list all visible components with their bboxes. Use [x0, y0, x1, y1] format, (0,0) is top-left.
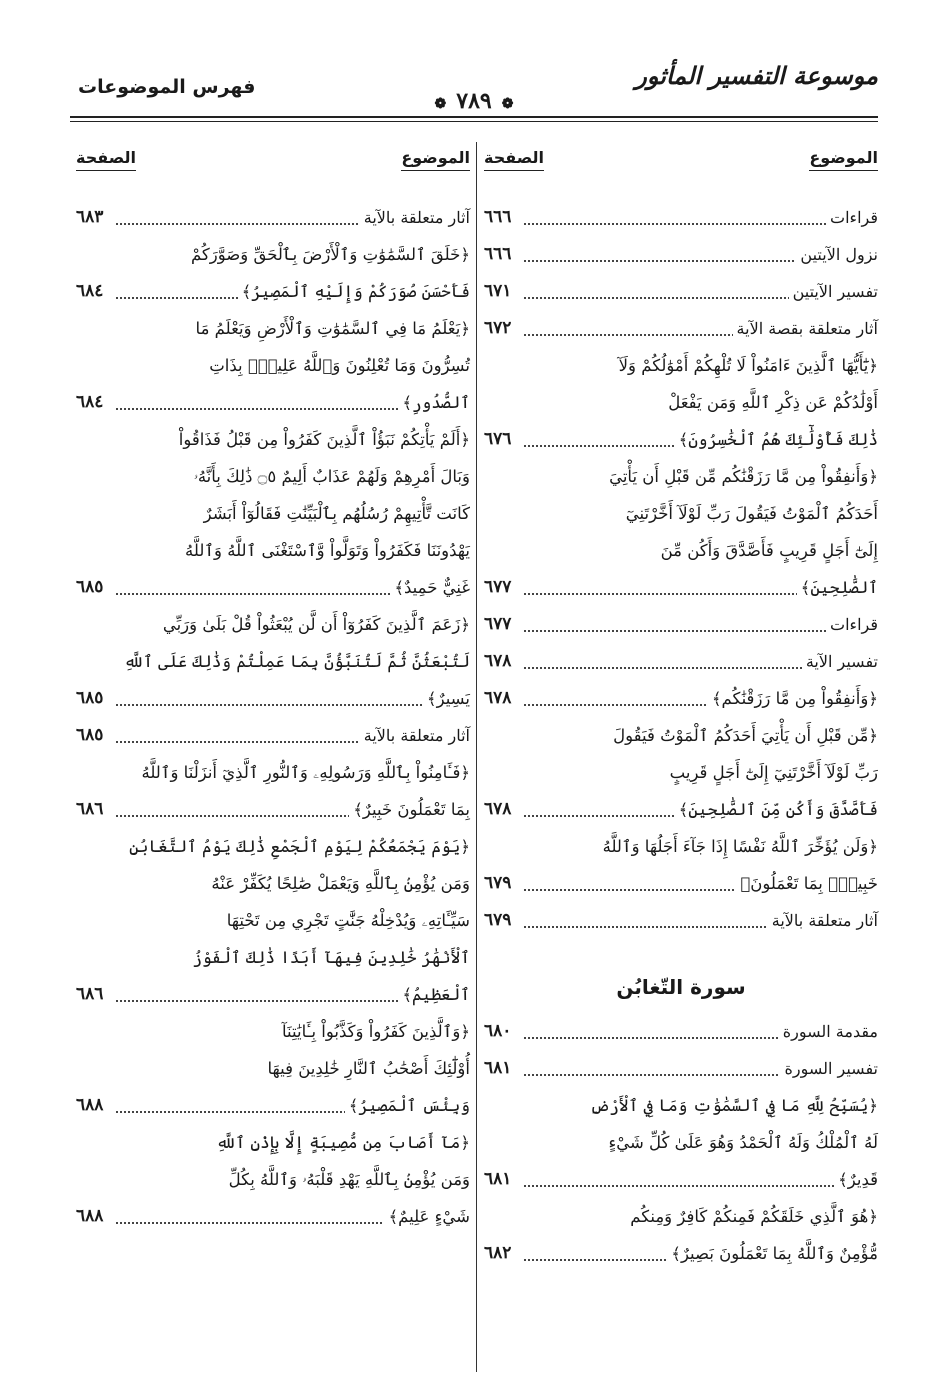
entry-text: أَحَدَكُمُ ٱلْمَوْتُ فَيَقُولَ رَبِّ لَوْلَآ أَخَّرْتَنِيٓ — [625, 504, 878, 523]
entry-page-number: ٦٨١ — [484, 1161, 514, 1198]
verse-line — [484, 347, 878, 384]
ornament-icon: ❁ — [434, 96, 447, 112]
surah-heading — [484, 939, 878, 1013]
entry-text: تفسير الآية — [802, 643, 878, 680]
entry-page-number: ٦٨٥ — [76, 717, 106, 754]
entry-page-number: ٦٨٦ — [76, 976, 106, 1013]
verse-line — [76, 976, 470, 1013]
verse-line — [76, 828, 470, 865]
verse-line — [484, 1235, 878, 1272]
entry-text: ٱلصُّدُورِ﴾ — [398, 384, 470, 421]
entry-page-number: ٦٧٧ — [484, 569, 514, 606]
entry-text: وَمَن يُؤْمِنۢ بِٱللَّهِ يَهْدِ قَلْبَهُۥ وَٱللَّهُ بِكُلِّ — [228, 1170, 470, 1189]
entry-page-number: ٦٨٨ — [76, 1198, 106, 1235]
page-header — [70, 62, 878, 142]
entry-page-number: ٦٧٦ — [484, 421, 514, 458]
surah-title: سورة التّغابُن — [616, 975, 746, 999]
entry-text: خَبِيرُۢ بِمَا تَعْمَلُونَ﴾ — [736, 865, 878, 902]
entry-text: ﴿وَأَنفِقُواْ مِن مَّا رَزَقْنَٰكُم مِّن قَبْلِ أَن يَأْتِيَ — [609, 467, 878, 486]
index-entry — [484, 1013, 878, 1050]
entry-text: آثار متعلقة بالآية — [768, 902, 878, 939]
verse-line — [76, 754, 470, 791]
series-title: موسوعة التفسير المأثور — [635, 62, 878, 90]
verse-line — [484, 458, 878, 495]
entry-page-number: ٦٨١ — [484, 1050, 514, 1087]
entry-text: ﴿يُسَبِّحُ لِلَّهِ مَا فِي ٱلسَّمَٰوَٰتِ وَمَا فِي ٱلْأَرْضِ — [589, 1096, 878, 1115]
entry-text: غَنِيٌّ حَمِيدٌ﴾ — [390, 569, 470, 606]
entry-text: ﴿مَآ أَصَابَ مِن مُّصِيبَةٍ إِلَّا بِإِذْنِ ٱللَّهِ — [216, 1133, 470, 1152]
entry-page-number: ٦٨٦ — [76, 791, 106, 828]
entry-text: آثار متعلقة بالآية — [360, 199, 470, 236]
verse-line — [76, 1161, 470, 1198]
verse-line — [76, 606, 470, 643]
entry-text: ﴿وَٱلَّذِينَ كَفَرُواْ وَكَذَّبُواْ بِـَٔايَٰتِنَآ — [282, 1022, 470, 1041]
entry-text: ﴿أَلَمْ يَأْتِكُمْ نَبَؤُاْ ٱلَّذِينَ كَفَرُواْ مِن قَبْلُ فَذَاقُواْ — [178, 430, 470, 449]
verse-line — [76, 421, 470, 458]
verse-line — [76, 902, 470, 939]
right-column — [484, 142, 878, 1272]
verse-line — [484, 495, 878, 532]
verse-line — [484, 680, 878, 717]
entry-text: ﴿زَعَمَ ٱلَّذِينَ كَفَرُوٓاْ أَن لَّن يُبْعَثُواْ قُلْ بَلَىٰ وَرَبِّي — [162, 615, 470, 634]
entry-text: فَأَحْسَنَ صُوَرَكُمْ وَإِلَيْهِ ٱلْمَصِيرُ﴾ — [238, 273, 470, 310]
index-entry — [484, 310, 878, 347]
verse-line — [484, 384, 878, 421]
verse-line — [76, 347, 470, 384]
verse-line — [484, 421, 878, 458]
entry-text: تفسير الآيتين — [789, 273, 878, 310]
ornament-icon: ❁ — [501, 96, 514, 112]
topic-label: الموضوع — [401, 148, 470, 171]
entry-page-number: ٦٨٠ — [484, 1013, 514, 1050]
verse-line — [76, 1013, 470, 1050]
entry-text: يَسِيرٌ﴾ — [423, 680, 470, 717]
column-header — [484, 142, 878, 182]
index-entry — [484, 273, 878, 310]
entry-page-number: ٦٧٨ — [484, 643, 514, 680]
verse-line — [76, 791, 470, 828]
entry-text: ٱلْعَظِيمُ﴾ — [398, 976, 470, 1013]
entry-text: نزول الآيتين — [796, 236, 878, 273]
index-entry — [484, 606, 878, 643]
entry-text: شَيْءٍ عَلِيمٌ﴾ — [384, 1198, 470, 1235]
verse-line — [484, 1087, 878, 1124]
index-entry — [76, 717, 470, 754]
entry-page-number: ٦٨٥ — [76, 569, 106, 606]
verse-line — [484, 1124, 878, 1161]
entry-text: وَمَن يُؤْمِنۢ بِٱللَّهِ وَيَعْمَلْ صَٰلِحًا يُكَفِّرْ عَنْهُ — [211, 874, 470, 893]
verse-line — [76, 310, 470, 347]
entry-text: قراءات — [826, 606, 878, 643]
verse-line — [76, 236, 470, 273]
column-divider — [476, 142, 477, 1372]
index-entry — [76, 199, 470, 236]
entry-text: تفسير السورة — [780, 1050, 878, 1087]
entry-page-number: ٦٨٤ — [76, 384, 106, 421]
page-label: الصفحة — [484, 148, 544, 171]
index-entry — [484, 643, 878, 680]
entry-text: كَانَت تَّأْتِيهِمْ رُسُلُهُم بِٱلْبَيِّنَٰتِ فَقَالُوٓاْ أَبَشَرٌ — [203, 504, 470, 523]
verse-line — [76, 643, 470, 680]
entry-text: ﴿يَٰٓأَيُّهَا ٱلَّذِينَ ءَامَنُواْ لَا تُلْهِكُمْ أَمْوَٰلُكُمْ وَلَآ — [618, 356, 878, 375]
entry-page-number: ٦٨٤ — [76, 273, 106, 310]
verse-line — [484, 828, 878, 865]
entry-text: تُسِرُّونَ وَمَا تُعْلِنُونَ وَٱللَّهُ عَلِيمُۢ بِذَاتِ — [209, 356, 470, 375]
entry-text: قَدِيرٌ﴾ — [834, 1161, 878, 1198]
entry-page-number: ٦٧٧ — [484, 606, 514, 643]
entry-text: آثار متعلقة بقصة الآية — [733, 310, 878, 347]
entry-text: سَيِّـَٔاتِهِۦ وَيُدْخِلْهُ جَنَّٰتٍ تَجْرِي مِن تَحْتِهَا — [226, 911, 470, 930]
verse-line — [484, 717, 878, 754]
entry-text: ﴿وَأَنفِقُواْ مِن مَّا رَزَقْنَٰكُم﴾ — [708, 680, 878, 717]
entry-page-number: ٦٦٦ — [484, 236, 514, 273]
entry-text: قراءات — [826, 199, 878, 236]
entry-text: ﴿هُوَ ٱلَّذِي خَلَقَكُمْ فَمِنكُمْ كَافِرٌ وَمِنكُم — [630, 1207, 878, 1226]
entry-text: فَأَصَّدَّقَ وَأَكُن مِّنَ ٱلصَّٰلِحِينَ﴾ — [675, 791, 878, 828]
entry-text: وَبَالَ أَمْرِهِمْ وَلَهُمْ عَذَابٌ أَلِيمٌ ۝٥ ذَٰلِكَ بِأَنَّهُۥ — [193, 467, 470, 486]
verse-line — [76, 939, 470, 976]
verse-line — [76, 569, 470, 606]
verse-line — [484, 865, 878, 902]
column-header — [76, 142, 470, 182]
entry-page-number: ٦٧٢ — [484, 310, 514, 347]
page-label: الصفحة — [76, 148, 136, 171]
verse-line — [484, 1161, 878, 1198]
entry-text: مُّؤْمِنٌ وَٱللَّهُ بِمَا تَعْمَلُونَ بَصِيرٌ﴾ — [667, 1235, 878, 1272]
verse-line — [484, 791, 878, 828]
entry-text: أُوْلَٰٓئِكَ أَصْحَٰبُ ٱلنَّارِ خَٰلِدِينَ فِيهَا — [267, 1059, 470, 1078]
entry-text: ٱلصَّٰلِحِينَ﴾ — [797, 569, 878, 606]
entry-page-number: ٦٨٥ — [76, 680, 106, 717]
entry-text: ﴿وَلَن يُؤَخِّرَ ٱللَّهُ نَفْسًا إِذَا جَآءَ أَجَلُهَا وَٱللَّهُ — [602, 837, 878, 856]
index-entry — [484, 236, 878, 273]
entry-page-number: ٦٧٩ — [484, 902, 514, 939]
verse-line — [76, 384, 470, 421]
verse-line — [484, 754, 878, 791]
entry-page-number: ٦٧١ — [484, 273, 514, 310]
entry-text: يَهْدُونَنَا فَكَفَرُواْ وَتَوَلَّواْ وَّٱسْتَغْنَى ٱللَّهُ وَٱللَّهُ — [185, 541, 470, 560]
topic-label: الموضوع — [809, 148, 878, 171]
entry-page-number: ٦٨٢ — [484, 1235, 514, 1272]
entry-text: ﴿فَـَٔامِنُواْ بِٱللَّهِ وَرَسُولِهِۦ وَٱلنُّورِ ٱلَّذِيٓ أَنزَلْنَا وَٱللَّهُ — [141, 763, 470, 782]
verse-line — [76, 532, 470, 569]
entry-page-number: ٦٧٩ — [484, 865, 514, 902]
entry-text: مقدمة السورة — [779, 1013, 878, 1050]
entry-text: ذَٰلِكَ فَأُوْلَٰٓئِكَ هُمُ ٱلْخَٰسِرُونَ﴾ — [675, 421, 878, 458]
index-entry — [484, 902, 878, 939]
entry-text: لَهُ ٱلْمُلْكُ وَلَهُ ٱلْحَمْدُ وَهُوَ عَلَىٰ كُلِّ شَيْءٍ — [608, 1133, 878, 1152]
index-entry — [484, 199, 878, 236]
index-entry — [484, 1050, 878, 1087]
verse-line — [76, 1198, 470, 1235]
entry-text: ﴿مِّن قَبْلِ أَن يَأْتِيَ أَحَدَكُمُ ٱلْمَوْتُ فَيَقُولَ — [613, 726, 878, 745]
entry-text: أَوْلَٰدُكُمْ عَن ذِكْرِ ٱللَّهِ وَمَن يَفْعَلْ — [668, 393, 878, 412]
verse-line — [484, 1198, 878, 1235]
entry-text: ﴿خَلَقَ ٱلسَّمَٰوَٰتِ وَٱلْأَرْضَ بِٱلْحَقِّ وَصَوَّرَكُمْ — [190, 245, 470, 264]
entry-page-number: ٦٧٨ — [484, 680, 514, 717]
entry-text: ﴿يَعْلَمُ مَا فِي ٱلسَّمَٰوَٰتِ وَٱلْأَرْضِ وَيَعْلَمُ مَا — [195, 319, 470, 338]
entry-text: ٱلْأَنْهَٰرُ خَٰلِدِينَ فِيهَآ أَبَدًا ذَٰلِكَ ٱلْفَوْزُ — [192, 948, 470, 967]
verse-line — [76, 273, 470, 310]
verse-line — [76, 1124, 470, 1161]
page-number-text: ٧٨٩ — [456, 88, 492, 114]
verse-line — [484, 569, 878, 606]
entry-text: رَبِّ لَوْلَآ أَخَّرْتَنِيٓ إِلَىٰٓ أَجَلٍ قَرِيبٍ — [669, 763, 878, 782]
verse-line — [76, 680, 470, 717]
verse-line — [76, 495, 470, 532]
entry-text: وَبِئْسَ ٱلْمَصِيرُ﴾ — [345, 1087, 470, 1124]
entry-page-number: ٦٦٦ — [484, 199, 514, 236]
entry-text: آثار متعلقة بالآية — [360, 717, 470, 754]
right-rows — [484, 199, 878, 1272]
verse-line — [76, 458, 470, 495]
header-rule-thin — [70, 121, 878, 122]
entry-page-number: ٦٨٨ — [76, 1087, 106, 1124]
left-rows — [76, 199, 470, 1235]
left-column — [76, 142, 470, 1235]
entry-text: بِمَا تَعْمَلُونَ خَبِيرٌ﴾ — [349, 791, 470, 828]
verse-line — [76, 1087, 470, 1124]
index-title: فهرس الموضوعات — [78, 76, 256, 98]
entry-text: إِلَىٰٓ أَجَلٍ قَرِيبٍ فَأَصَّدَّقَ وَأَكُن مِّنَ — [660, 541, 878, 560]
entry-page-number: ٦٧٨ — [484, 791, 514, 828]
header-rule — [70, 116, 878, 118]
verse-line — [484, 532, 878, 569]
entry-page-number: ٦٨٣ — [76, 199, 106, 236]
verse-line — [76, 865, 470, 902]
verse-line — [76, 1050, 470, 1087]
entry-text: لَتُبْعَثُنَّ ثُمَّ لَتُنَبَّؤُنَّ بِمَا عَمِلْتُمْ وَذَٰلِكَ عَلَى ٱللَّهِ — [123, 652, 470, 671]
entry-text: ﴿يَوْمَ يَجْمَعُكُمْ لِيَوْمِ ٱلْجَمْعِ ذَٰلِكَ يَوْمُ ٱلتَّغَابُنِ — [129, 837, 470, 856]
